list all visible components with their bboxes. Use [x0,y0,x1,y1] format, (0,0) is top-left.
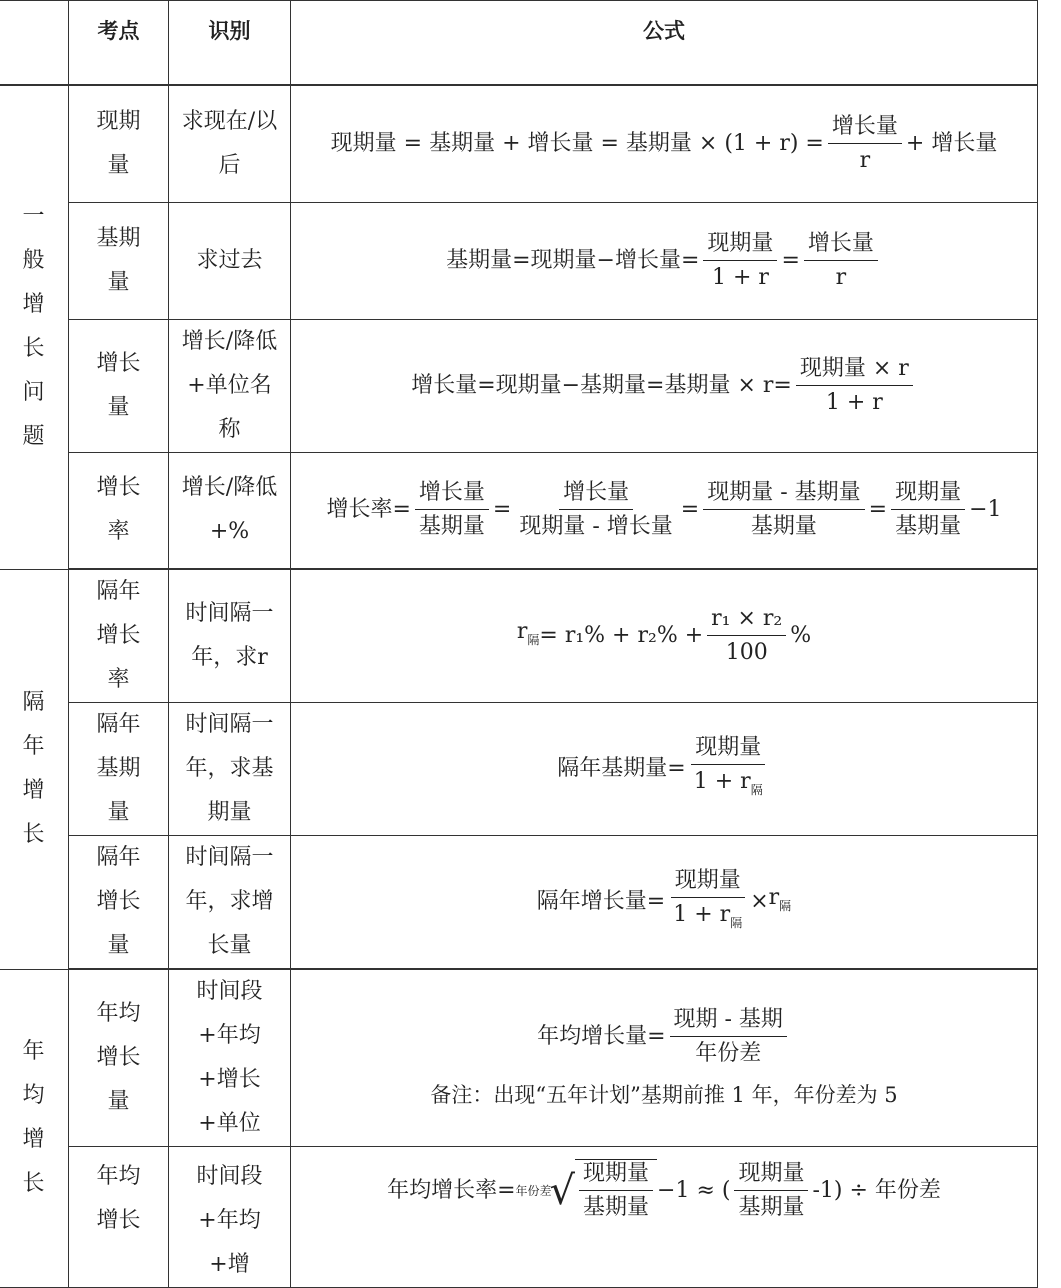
point-label: 年均增长量 [96,1001,141,1114]
fraction-numerator [579,1160,653,1191]
table-row [0,969,1038,1147]
formula-text: 1 + [693,769,741,794]
identify-label: 时间隔一年，求增长量 [185,845,274,958]
formula-text: × [750,889,769,914]
formula-text: 1 + r [825,389,883,415]
formula-note: 备注：出现“五年计划”基期前推 1 年，年份差为 5 [430,1083,898,1107]
identify-label: 时间段+年均+增 [196,1164,263,1277]
formula-text: 基期量=现期量−增长量= [446,247,700,273]
point-label: 隔年增长量 [96,845,141,958]
identify-label: 时间隔一年，求基期量 [185,712,274,825]
formula-text: r₁ × r₂ [711,606,783,631]
header-point: 考点 [69,1,169,86]
formula-fraction [707,605,786,667]
formula-text: 现期量 = 基期量 + 增长量 = 基期量 × (1 + r) = [330,130,824,156]
formula [537,867,791,937]
identify-label: 求过去 [196,247,263,273]
formula-text: 基期量 [895,514,962,540]
formula-fraction [796,355,913,417]
table-row [0,1147,1038,1288]
fraction-denominator [515,510,676,541]
table-row [0,319,1038,452]
point-label: 增长率 [96,475,141,545]
formula-text: 1 + [673,902,720,927]
formula-text: 现期量 [738,1160,805,1186]
formula-text: 增长量 [563,480,630,506]
fraction-denominator [891,510,965,541]
formula-variable: $r_隔$ [719,902,743,930]
formula-cell [291,569,1038,703]
identify-cell [169,319,291,452]
formula-text: 增长量=现期量−基期量=基期量 × r= [411,372,792,398]
formula-text: -1) ÷ 年份差 [812,1177,941,1203]
identify-cell [169,969,291,1147]
formula-text: 隔年基期量= [557,756,686,781]
formula-fraction [515,479,676,541]
formula-text: = [492,497,512,523]
table-row [0,202,1038,319]
formula-text: = r₁% + r₂% + [539,623,704,648]
formula-text: 基期量 [750,514,817,540]
table-row [0,703,1038,836]
formula-text: + 增长量 [905,130,998,156]
point-label: 基期量 [96,225,141,295]
formula-text: 基期量 [738,1194,805,1220]
formula-text: 现期量 - 增长量 [519,514,673,540]
formula-root [516,1159,658,1222]
identify-cell [169,703,291,836]
formula-cell [291,703,1038,836]
formula-variable: $r_隔$ [740,769,763,797]
formula-text: 隔年增长量= [536,889,666,914]
header-row [0,1,1038,86]
formula-text: −1 ≈ ( [657,1177,731,1203]
fraction-denominator [722,636,772,667]
fraction-denominator [734,1191,808,1222]
formula-fraction [670,1006,787,1068]
identify-label: 增长/降低+单位名称 [181,328,278,442]
formula [387,1159,941,1222]
formula-text: 现期量 [707,230,774,256]
fraction-numerator [703,479,864,510]
formula-text: r [859,147,871,173]
formula-fraction [703,230,777,292]
fraction-denominator [832,261,851,292]
formula-text: 100 [725,640,768,665]
formula-text: 增长率= [326,497,411,523]
formula [446,230,882,292]
fraction-denominator [690,765,767,804]
formula [517,605,811,667]
formula-cell [291,452,1038,569]
formula-text: 增长量 [807,230,874,256]
formula-cell [291,202,1038,319]
header-identify: 识别 [169,1,291,86]
table-row [0,85,1038,202]
group-cell [0,85,69,569]
formula [411,355,917,417]
point-label: 增长量 [96,350,141,420]
formula-text: 基期量 [418,514,485,540]
formula-text: 现期量 [674,868,741,893]
radical-sign-icon: √ [549,1167,576,1214]
formula-cell [291,319,1038,452]
point-cell [69,319,169,452]
formula-cell [291,85,1038,202]
formula [537,1006,791,1068]
table-row [0,836,1038,970]
table-row [0,452,1038,569]
group-label: 隔年增长 [22,690,45,847]
formula-fraction [734,1160,808,1222]
formula-text: 增长量 [418,480,485,506]
identify-cell [169,836,291,970]
formula-fraction [703,479,864,541]
formula-fraction [669,867,746,937]
formula-text: = [781,247,800,273]
fraction-numerator [691,734,765,765]
formula-text: 现期量 × r [799,355,909,381]
identify-label: 时间段+年均+增长+单位 [196,979,263,1136]
formula-text: 增长量 [831,113,898,139]
formula-fraction [828,113,902,175]
formula-text: 现期量 [695,735,762,760]
formula-text: % [790,623,812,648]
fraction-numerator [671,867,745,898]
root-radicand [575,1159,657,1222]
point-cell [69,836,169,970]
formula [331,113,998,175]
formula-cell [291,969,1038,1147]
formula-text: 现期 - 基期 [673,1007,783,1032]
formula-subscript: 隔 [527,633,540,647]
fraction-numerator [703,230,777,261]
fraction-denominator [691,1037,765,1068]
fraction-numerator [415,479,489,510]
formula-text: 年均增长率= [387,1177,516,1203]
identify-label: 增长/降低+% [181,475,278,545]
point-cell [69,85,169,202]
fraction-denominator [669,898,746,937]
identify-cell [169,85,291,202]
fraction-denominator [822,386,887,417]
root-index: 年份差 [515,1183,552,1198]
group-label: 年均增长 [22,1038,45,1196]
identify-label: 求现在/以后 [181,108,278,178]
point-label: 年均增长 [96,1164,141,1233]
fraction-numerator [804,230,878,261]
formula-text: 年均增长量= [537,1024,666,1049]
formula-variable: $r_隔$ [516,619,540,647]
identify-cell [169,569,291,703]
point-cell [69,1147,169,1288]
fraction-numerator [891,479,965,510]
group-cell [0,569,69,969]
formula-subscript: 隔 [750,783,763,797]
identify-cell [169,1147,291,1288]
formula [326,479,1001,541]
point-label: 隔年基期量 [96,712,141,825]
formula-text: 现期量 [583,1161,650,1186]
identify-cell [169,452,291,569]
formula-fraction [579,1160,653,1222]
formula-text: = [868,497,888,523]
point-cell [69,703,169,836]
formula-variable: $r_隔$ [768,885,792,913]
point-label: 隔年增长率 [96,579,141,692]
point-label: 现期量 [96,108,141,178]
fraction-denominator [579,1191,653,1222]
formula-text: 基期量 [583,1195,650,1220]
point-cell [69,969,169,1147]
formula-text: 现期量 [895,480,962,506]
header-formula: 公式 [291,1,1038,86]
identify-cell [169,202,291,319]
formula-fraction [891,479,965,541]
formula-cell [291,1147,1038,1288]
group-label: 一般增长问题 [22,204,45,450]
table-row [0,569,1038,703]
formula-text: 1 + r [711,264,769,290]
group-cell [0,969,69,1288]
formula-fraction [804,230,878,292]
point-cell [69,202,169,319]
formula-subscript: 隔 [730,916,743,930]
formula-text: = [680,497,700,523]
fraction-numerator [670,1006,787,1037]
fraction-numerator [796,355,913,386]
fraction-numerator [734,1160,808,1191]
fraction-numerator [559,479,633,510]
point-cell [69,452,169,569]
formula-text: r [835,264,847,290]
formula-fraction [415,479,489,541]
identify-label: 时间隔一年，求r [185,601,274,670]
fraction-numerator [707,605,786,636]
formula-cell [291,836,1038,970]
fraction-denominator [747,510,821,541]
formula-text: 现期量 - 基期量 [707,480,861,506]
formula-text: −1 [969,497,1002,523]
fraction-numerator [828,113,902,144]
point-cell [69,569,169,703]
header-group [0,1,69,86]
formula-fraction [690,734,767,804]
formula-text: 年份差 [695,1041,762,1066]
formula [557,734,770,804]
fraction-denominator [708,261,773,292]
fraction-denominator [856,144,875,175]
fraction-denominator [415,510,489,541]
formula-subscript: 隔 [779,899,792,913]
